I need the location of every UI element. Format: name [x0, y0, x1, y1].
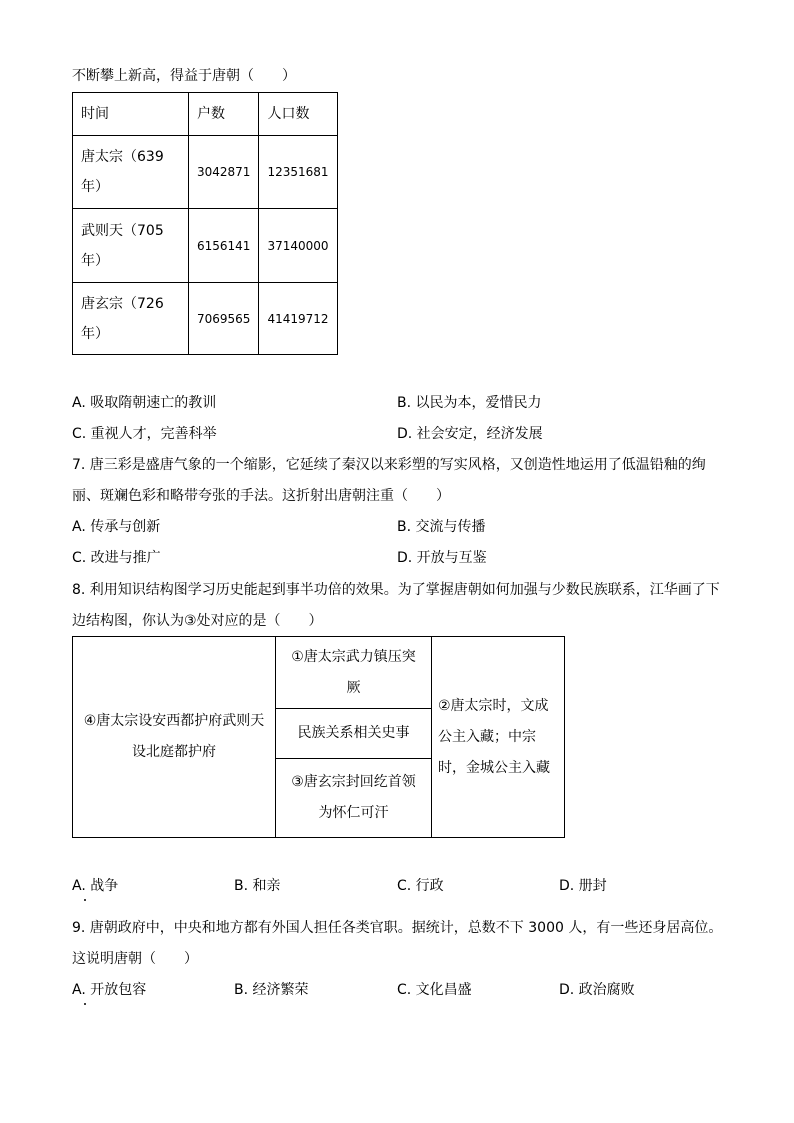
q7-option-c[interactable]: C. 改进与推广 — [72, 550, 161, 566]
table-row — [73, 136, 338, 209]
mark-dot — [84, 899, 86, 901]
mark-dot — [84, 1003, 86, 1005]
q9-option-a[interactable]: A. 开放包容 — [72, 982, 147, 998]
q6-option-a[interactable]: A. 吸取隋朝速亡的教训 — [72, 395, 217, 411]
row-population: 41419712 — [259, 283, 337, 355]
q7-option-a[interactable]: A. 传承与创新 — [72, 519, 161, 535]
diagram-bottom-cell: ③唐玄宗封回纥首领 为怀仁可汗 — [291, 774, 416, 821]
header-time: 时间 — [73, 93, 189, 136]
q9-option-d[interactable]: D. 政治腐败 — [559, 982, 635, 998]
header-households: 户数 — [189, 93, 259, 136]
table-row — [73, 283, 338, 355]
row-population: 37140000 — [259, 209, 337, 283]
header-population: 人口数 — [259, 93, 337, 136]
row-population: 12351681 — [259, 136, 337, 209]
q9-option-b[interactable]: B. 经济繁荣 — [234, 982, 309, 998]
q8-option-a[interactable]: A. 战争 — [72, 878, 119, 894]
q9-stem-line2: 这说明唐朝（ ） — [72, 951, 198, 967]
q6-stem: 不断攀上新高，得益于唐朝（ ） — [72, 68, 296, 84]
diagram-right-cell: ②唐太宗时，文成 公主入藏；中宗 时，金城公主入藏 — [438, 697, 550, 776]
q8-stem-line2: 边结构图，你认为③处对应的是（ ） — [72, 613, 323, 629]
row-time: 唐太宗（639 年） — [73, 136, 189, 209]
q9-option-c[interactable]: C. 文化昌盛 — [397, 982, 472, 998]
population-table — [72, 92, 338, 355]
q8-option-d[interactable]: D. 册封 — [559, 878, 607, 894]
q7-option-d[interactable]: D. 开放与互鉴 — [397, 550, 487, 566]
row-households: 3042871 — [189, 136, 259, 209]
q9-stem-line1: 9. 唐朝政府中，中央和地方都有外国人担任各类官职。据统计，总数不下 3000 人，有一些还身居高位。 — [72, 920, 723, 936]
structure-diagram — [72, 636, 565, 838]
row-households: 6156141 — [189, 209, 259, 283]
table-header-row — [73, 93, 338, 136]
diagram-center-cell: 民族关系相关史事 — [297, 725, 410, 741]
q8-stem-line1: 8. 利用知识结构图学习历史能起到事半功倍的效果。为了掌握唐朝如何加强与少数民族联系，江华画了下 — [72, 582, 720, 598]
table-row — [73, 209, 338, 283]
row-time: 武则天（705 年） — [73, 209, 189, 283]
row-time: 唐玄宗（726 年） — [73, 283, 189, 355]
q7-option-b[interactable]: B. 交流与传播 — [397, 519, 486, 535]
row-households: 7069565 — [189, 283, 259, 355]
q6-option-c[interactable]: C. 重视人才，完善科举 — [72, 426, 217, 442]
q7-stem-line1: 7. 唐三彩是盛唐气象的一个缩影，它延续了秦汉以来彩塑的写实风格，又创造性地运用了低温铅釉的绚 — [72, 457, 706, 473]
q6-option-b[interactable]: B. 以民为本，爱惜民力 — [397, 395, 542, 411]
diagram-top-cell: ①唐太宗武力镇压突 厥 — [291, 648, 416, 696]
q7-stem-line2: 丽、斑斓色彩和略带夸张的手法。这折射出唐朝注重（ ） — [72, 488, 450, 504]
q6-option-d[interactable]: D. 社会安定，经济发展 — [397, 426, 543, 442]
q8-option-c[interactable]: C. 行政 — [397, 878, 444, 894]
q8-option-b[interactable]: B. 和亲 — [234, 878, 281, 894]
diagram-left-cell: ④唐太宗设安西都护府武则天 设北庭都护府 — [83, 713, 265, 760]
